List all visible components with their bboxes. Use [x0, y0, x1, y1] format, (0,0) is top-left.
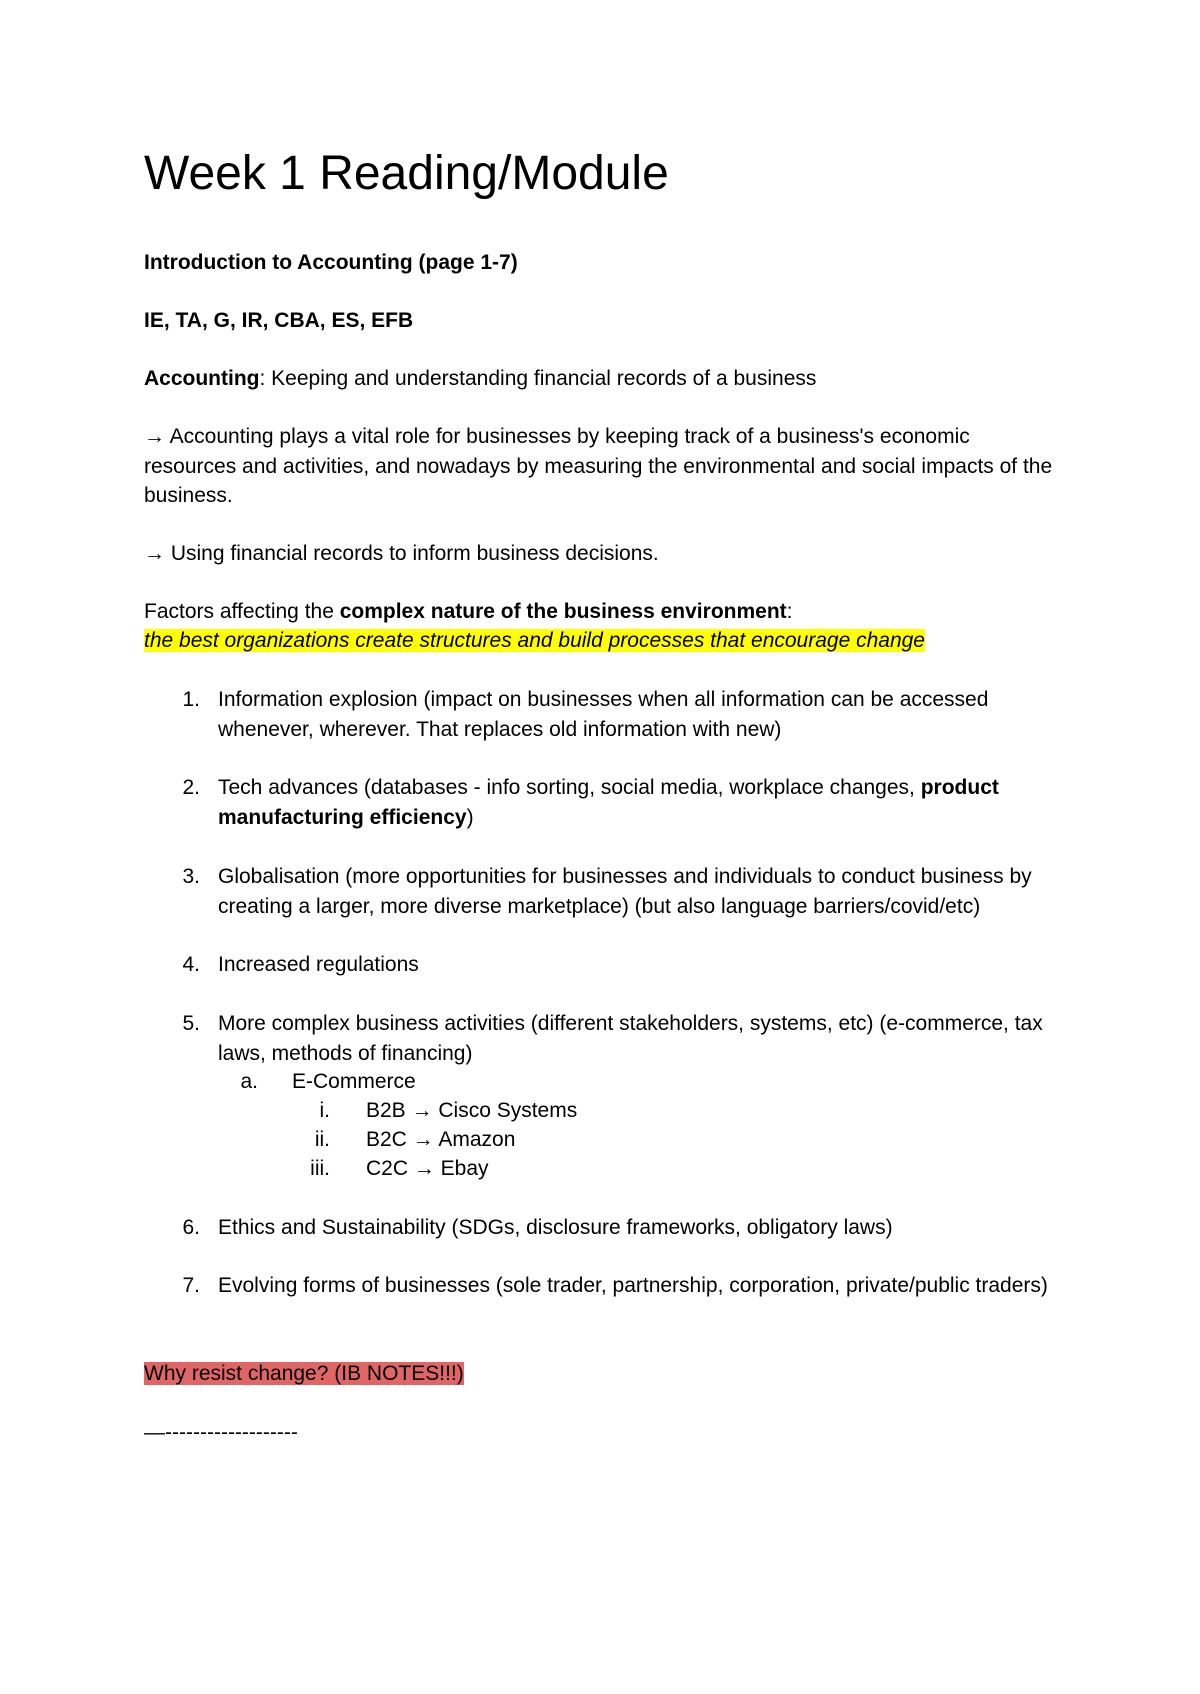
factors-bold: complex nature of the business environment	[339, 600, 787, 623]
factors-prefix: Factors affecting the	[144, 600, 340, 623]
list-text: Globalisation (more opportunities for businesses and individuals to conduct business by creating a larger, more diverse marketplace) (but also language barriers/covid/etc)	[218, 865, 1032, 918]
list-number: 6.	[182, 1216, 200, 1239]
arrow-point: → Using financial records to inform business decisions.	[144, 542, 659, 565]
subsublist-marker: iii.	[310, 1157, 330, 1180]
list-text: Increased regulations	[218, 953, 419, 976]
factors-suffix: :	[786, 600, 793, 623]
arrow-point: → Accounting plays a vital role for businesses by keeping track of a business's economic resources and activities, and nowadays by measuring the environmental and social impacts of the business.	[144, 425, 1053, 507]
list-text: Information explosion (impact on businesses when all information can be accessed whenever, wherever. That replaces old information with new)	[218, 688, 989, 741]
list-text: Evolving forms of businesses (sole trader, partnership, corporation, private/public traders)	[218, 1274, 1048, 1297]
list-number: 1.	[182, 688, 200, 711]
why-resist-line	[144, 1359, 1064, 1389]
subsublist-marker: ii.	[314, 1128, 330, 1151]
list-number: 5.	[182, 1012, 200, 1035]
list-text-part: Tech advances (databases - info sorting, social media, workplace changes,	[218, 776, 921, 799]
list-text: Ethics and Sustainability (SDGs, disclosure frameworks, obligatory laws)	[218, 1216, 893, 1239]
list-text	[218, 773, 1064, 832]
definition-term: Accounting	[144, 367, 260, 390]
definition-text: : Keeping and understanding financial records of a business	[259, 367, 817, 390]
section-subtitle: Introduction to Accounting (page 1-7)	[144, 251, 518, 274]
accounting-definition	[144, 364, 1064, 394]
red-highlight: Why resist change? (IB NOTES!!!)	[144, 1362, 464, 1385]
subsublist-text: C2C → Ebay	[366, 1157, 489, 1180]
subsublist-text: B2C → Amazon	[366, 1128, 516, 1151]
list-number: 3.	[182, 865, 200, 888]
acronyms-line: IE, TA, G, IR, CBA, ES, EFB	[144, 309, 414, 332]
list-number: 7.	[182, 1274, 200, 1297]
divider-line: —-------------------	[144, 1421, 298, 1444]
list-text-part: )	[466, 805, 474, 829]
list-text: More complex business activities (different stakeholders, systems, etc) (e-commerce, tax laws, methods of financing)	[218, 1012, 1043, 1065]
sublist-marker: a.	[240, 1070, 258, 1093]
yellow-highlight: the best organizations create structures and build processes that encourage change	[144, 629, 925, 652]
sublist-text: E-Commerce	[292, 1070, 416, 1093]
highlighted-statement	[144, 626, 1064, 656]
list-number: 2.	[182, 776, 200, 799]
list-number: 4.	[182, 953, 200, 976]
subsublist-marker: i.	[319, 1099, 330, 1122]
list-text-bold: product manufacturing efficiency	[218, 776, 999, 829]
page-title: Week 1 Reading/Module	[144, 147, 669, 200]
subsublist-text: B2B → Cisco Systems	[366, 1099, 578, 1122]
factors-heading	[144, 597, 1064, 627]
